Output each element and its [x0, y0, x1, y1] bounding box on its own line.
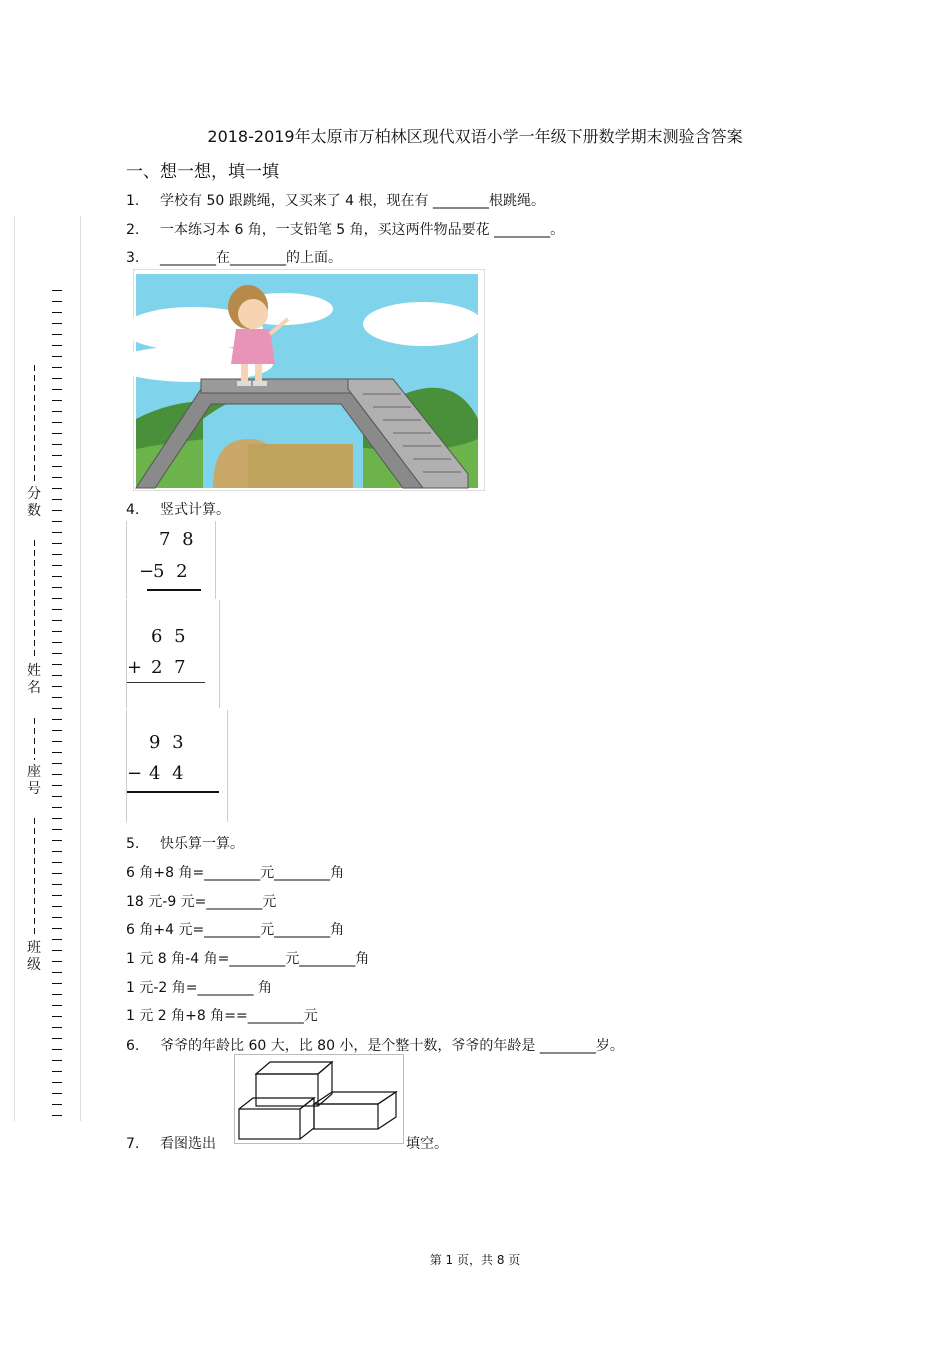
question-text: 快乐算一算。	[160, 836, 244, 852]
section-heading: 一、想一想，填一填	[126, 162, 279, 182]
question-1	[126, 190, 545, 210]
question-number: 6.	[126, 1038, 140, 1054]
girl-on-bridge-image	[133, 269, 485, 491]
question-text-a: 看图选出	[160, 1136, 216, 1152]
question-7	[126, 1133, 216, 1153]
question-text: 学校有 50 跟跳绳，又买来了 4 根，现在有 ________根跳绳。	[160, 193, 545, 209]
page-footer: 第 1 页，共 8 页	[429, 1253, 521, 1267]
question-number: 5.	[126, 836, 140, 852]
question-text: ________在________的上面。	[160, 250, 342, 266]
question-number: 4.	[126, 502, 140, 518]
calc-operator: −	[139, 561, 155, 582]
vertical-calc-1	[126, 521, 216, 599]
calc-top-number: 9 3	[149, 732, 187, 753]
vertical-calc-2	[126, 600, 220, 708]
question-2	[126, 219, 564, 239]
binding-strip-right-line	[80, 216, 81, 1121]
calc-operator: −	[127, 763, 143, 784]
calc-bottom-number: 4 4	[149, 763, 187, 784]
binding-line-score	[34, 365, 35, 483]
binding-label-name: 姓名	[27, 663, 41, 696]
calc-line-3: 6 角+4 元=________元________角	[126, 922, 345, 938]
question-text: 爷爷的年龄比 60 大，比 80 小，是个整十数，爷爷的年龄是 ________岁。	[160, 1038, 624, 1054]
calc-underline	[147, 589, 201, 591]
page-title: 2018-2019年太原市万柏林区现代双语小学一年级下册数学期末测验含答案	[207, 127, 743, 146]
calc-line-5: 1 元-2 角=________ 角	[126, 980, 272, 996]
binding-strip-left-line	[14, 216, 15, 1121]
question-number: 2.	[126, 222, 140, 238]
binding-line-class	[34, 818, 35, 936]
calc-line-4: 1 元 8 角-4 角=________元________角	[126, 951, 370, 967]
question-4	[126, 499, 230, 519]
calc-top-number: 6 5	[151, 626, 189, 647]
question-text-b: 填空。	[406, 1136, 448, 1152]
binding-label-seat: 座号	[27, 764, 41, 797]
binding-line-seat	[34, 718, 35, 760]
calc-underline	[127, 682, 205, 683]
question-number: 7.	[126, 1136, 140, 1152]
binding-label-class: 班级	[27, 940, 41, 973]
calc-underline	[127, 791, 219, 793]
question-3	[126, 247, 342, 267]
calc-operator: +	[127, 657, 143, 678]
binding-dash-column	[52, 290, 62, 1120]
calc-line-1: 6 角+8 角=________元________角	[126, 865, 345, 881]
calc-line-2: 18 元-9 元=________元	[126, 894, 277, 910]
binding-line-name	[34, 540, 35, 658]
calc-bottom-number: 5 2	[153, 561, 191, 582]
question-number: 3.	[126, 250, 140, 266]
binding-label-score: 分数	[27, 486, 41, 519]
calc-bottom-number: 2 7	[151, 657, 189, 678]
question-6	[126, 1035, 624, 1055]
vertical-calc-3	[126, 710, 228, 822]
question-text: 一本练习本 6 角，一支铅笔 5 角，买这两件物品要花 ________。	[160, 222, 565, 238]
calc-top-number: 7 8	[159, 529, 197, 550]
calc-line-6: 1 元 2 角+8 角==________元	[126, 1008, 318, 1024]
question-number: 1.	[126, 193, 140, 209]
cubes-image	[234, 1054, 404, 1144]
question-5	[126, 833, 244, 853]
question-text: 竖式计算。	[160, 502, 230, 518]
